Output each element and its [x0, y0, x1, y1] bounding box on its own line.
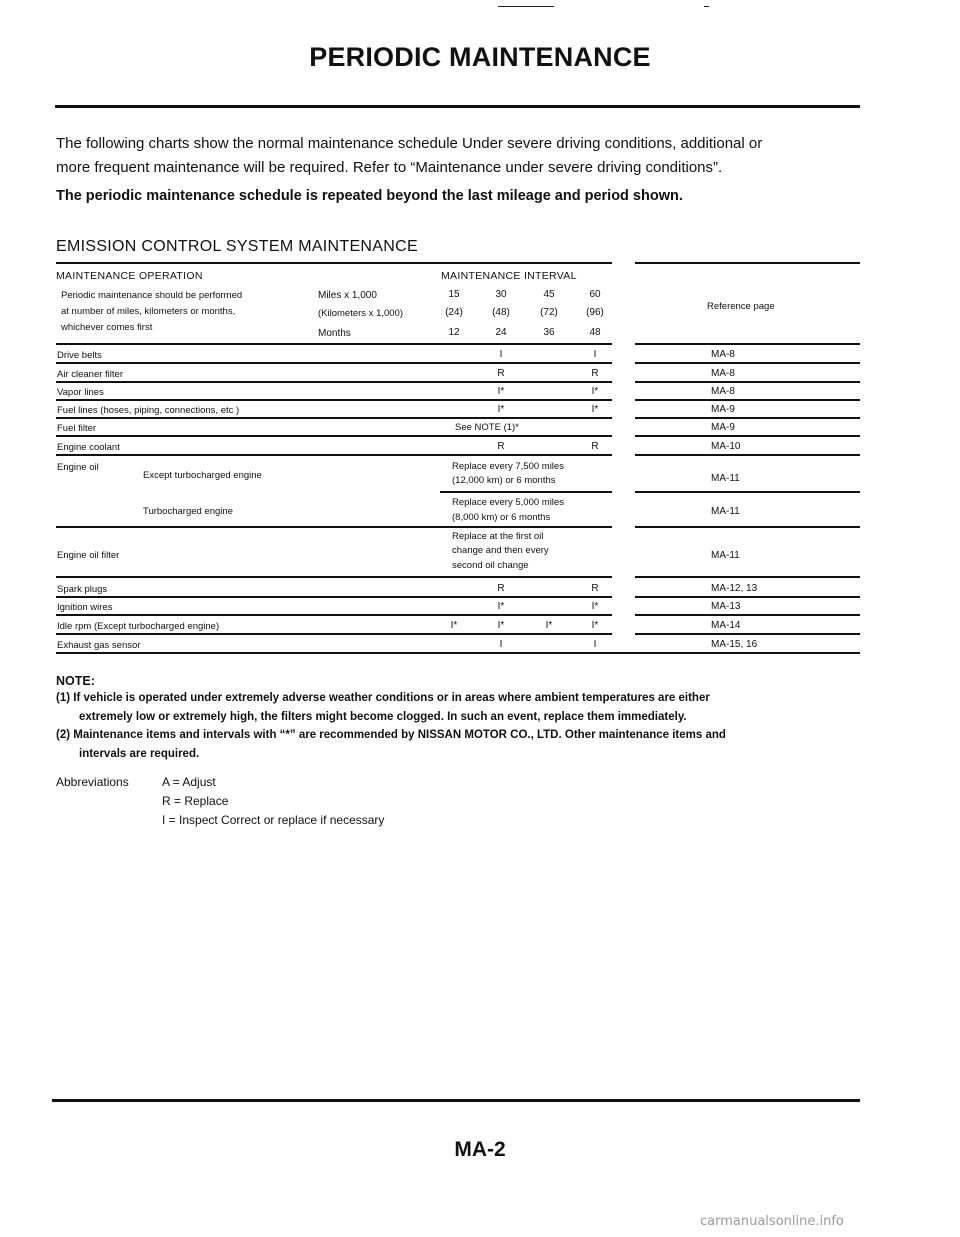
- ref-engine-oil-filter: MA-11: [711, 550, 740, 561]
- header-desc-3: whichever comes first: [61, 322, 153, 333]
- abbreviation-i: I = Inspect Correct or replace if necessary: [162, 813, 385, 827]
- miles-45: 45: [543, 289, 555, 300]
- header-desc-1: Periodic maintenance should be performed: [61, 290, 243, 301]
- header-km-label: (Kilometers x 1,000): [318, 308, 404, 319]
- ref-air-cleaner: MA-8: [711, 368, 735, 379]
- row-rule: [635, 633, 860, 635]
- table-top-rule-left: [56, 262, 612, 264]
- ref-engine-oil-except: MA-11: [711, 473, 740, 484]
- abbreviation-r: R = Replace: [162, 794, 229, 808]
- table-top-rule-right: [635, 262, 860, 264]
- header-interval: MAINTENANCE INTERVAL: [441, 270, 577, 282]
- row-label-drive-belts: Drive belts: [57, 350, 102, 361]
- row-label-engine-oil: Engine oil: [57, 462, 99, 473]
- engine-coolant-30: R: [497, 441, 505, 452]
- miles-60: 60: [589, 289, 601, 300]
- engine-oil-except-interval-1: Replace every 7,500 miles: [452, 461, 564, 472]
- row-label-idle-rpm: Idle rpm (Except turbocharged engine): [57, 621, 220, 632]
- miles-30: 30: [495, 289, 507, 300]
- fuel-filter-note: See NOTE (1)*: [455, 422, 519, 433]
- row-rule: [635, 454, 860, 456]
- fuel-lines-30: I*: [497, 404, 505, 415]
- vapor-lines-30: I*: [497, 386, 505, 397]
- drive-belts-60: I: [593, 349, 597, 360]
- ref-exhaust-gas-sensor: MA-15, 16: [711, 639, 758, 650]
- note-2-line-2: intervals are required.: [79, 748, 200, 760]
- intro-line-2: more frequent maintenance will be required. Refer to “Maintenance under severe driving conditions”.: [56, 159, 723, 176]
- watermark: carmanualsonline.info: [700, 1214, 844, 1229]
- idle-rpm-45: I*: [545, 620, 553, 631]
- row-rule: [56, 399, 612, 401]
- row-rule: [56, 417, 612, 419]
- page-number: MA-2: [454, 1138, 506, 1161]
- row-label-fuel-lines: Fuel lines (hoses, piping, connections, etc ): [57, 405, 240, 416]
- exhaust-gas-sensor-30: I: [499, 639, 503, 650]
- row-label-air-cleaner: Air cleaner filter: [57, 369, 123, 380]
- row-rule: [635, 614, 860, 616]
- ref-spark-plugs: MA-12, 13: [711, 583, 758, 594]
- row-rule: [635, 491, 860, 493]
- row-rule: [56, 362, 612, 364]
- ignition-wires-60: I*: [591, 601, 599, 612]
- header-operation: MAINTENANCE OPERATION: [56, 270, 203, 282]
- abbreviations-label: Abbreviations: [56, 775, 129, 789]
- engine-oil-except-interval-2: (12,000 km) or 6 months: [452, 475, 556, 486]
- header-rule-left: [56, 343, 612, 345]
- miles-15: 15: [448, 289, 460, 300]
- row-rule: [635, 399, 860, 401]
- intro-line-1: The following charts show the normal maintenance schedule Under severe driving conditions, additional or: [56, 135, 763, 152]
- spark-plugs-60: R: [591, 583, 599, 594]
- footer-rule: [52, 1099, 860, 1102]
- km-48: (48): [492, 307, 510, 318]
- row-rule: [635, 417, 860, 419]
- title-rule: [55, 105, 860, 108]
- header-months-label: Months: [318, 328, 351, 339]
- km-72: (72): [540, 307, 558, 318]
- note-heading: NOTE:: [56, 674, 95, 688]
- months-36: 36: [543, 327, 555, 338]
- row-rule: [56, 614, 612, 616]
- spark-plugs-30: R: [497, 583, 505, 594]
- engine-oil-turbo-interval-1: Replace every 5,000 miles: [452, 497, 564, 508]
- oil-filter-interval-3: second oil change: [452, 560, 529, 571]
- row-rule: [635, 435, 860, 437]
- row-rule: [56, 596, 612, 598]
- section-title: EMISSION CONTROL SYSTEM MAINTENANCE: [56, 238, 418, 255]
- row-rule: [56, 435, 612, 437]
- ref-engine-oil-turbo: MA-11: [711, 506, 740, 517]
- idle-rpm-15: I*: [450, 620, 458, 631]
- row-label-fuel-filter: Fuel filter: [57, 423, 97, 434]
- idle-rpm-30: I*: [497, 620, 505, 631]
- row-rule: [635, 381, 860, 383]
- ignition-wires-30: I*: [497, 601, 505, 612]
- engine-oil-except-label: Except turbocharged engine: [143, 470, 262, 481]
- top-mark: [498, 6, 554, 7]
- intro-text: [56, 132, 866, 180]
- ref-fuel-filter: MA-9: [711, 422, 735, 433]
- ref-vapor-lines: MA-8: [711, 386, 735, 397]
- row-rule: [56, 526, 612, 528]
- header-miles-label: Miles x 1,000: [318, 290, 377, 301]
- months-12: 12: [448, 327, 460, 338]
- oil-filter-interval-2: change and then every: [452, 545, 549, 556]
- row-rule: [56, 381, 612, 383]
- row-label-engine-oil-filter: Engine oil filter: [57, 550, 120, 561]
- ref-drive-belts: MA-8: [711, 349, 735, 360]
- note-1-line-1: (1) If vehicle is operated under extremely adverse weather conditions or in areas where ambient temperatures are either: [56, 692, 710, 704]
- ref-engine-coolant: MA-10: [711, 441, 741, 452]
- ref-idle-rpm: MA-14: [711, 620, 741, 631]
- page-title: PERIODIC MAINTENANCE: [309, 42, 651, 72]
- row-rule: [635, 362, 860, 364]
- exhaust-gas-sensor-60: I: [593, 639, 597, 650]
- engine-oil-turbo-label: Turbocharged engine: [143, 506, 233, 517]
- air-cleaner-60: R: [591, 368, 599, 379]
- note-1-line-2: extremely low or extremely high, the filters might become clogged. In such an event, replace them immediately.: [79, 711, 687, 723]
- engine-coolant-60: R: [591, 441, 599, 452]
- header-rule-right: [635, 343, 860, 345]
- note-2-line-1: (2) Maintenance items and intervals with “*” are recommended by NISSAN MOTOR CO., LTD. Other maintenance items and: [56, 729, 726, 741]
- intro-bold-line: The periodic maintenance schedule is repeated beyond the last mileage and period shown.: [56, 188, 683, 204]
- engine-oil-turbo-interval-2: (8,000 km) or 6 months: [452, 512, 551, 523]
- drive-belts-30: I: [499, 349, 503, 360]
- oil-filter-interval-1: Replace at the first oil: [452, 531, 544, 542]
- row-rule: [635, 526, 860, 528]
- row-rule: [440, 491, 612, 493]
- abbreviation-a: A = Adjust: [162, 775, 216, 789]
- months-48: 48: [589, 327, 601, 338]
- row-label-vapor-lines: Vapor lines: [57, 387, 104, 398]
- km-24: (24): [445, 307, 463, 318]
- row-rule: [56, 576, 612, 578]
- header-reference: Reference page: [707, 301, 775, 312]
- row-label-ignition-wires: Ignition wires: [57, 602, 113, 613]
- row-label-engine-coolant: Engine coolant: [57, 442, 120, 453]
- table-bottom-rule: [56, 652, 860, 654]
- header-desc-2: at number of miles, kilometers or months,: [61, 306, 236, 317]
- top-mark-dot: [704, 6, 709, 7]
- idle-rpm-60: I*: [591, 620, 599, 631]
- row-rule: [56, 633, 612, 635]
- ref-ignition-wires: MA-13: [711, 601, 741, 612]
- months-24: 24: [495, 327, 507, 338]
- row-rule: [635, 596, 860, 598]
- vapor-lines-60: I*: [591, 386, 599, 397]
- fuel-lines-60: I*: [591, 404, 599, 415]
- km-96: (96): [586, 307, 604, 318]
- ref-fuel-lines: MA-9: [711, 404, 735, 415]
- row-rule: [635, 576, 860, 578]
- row-rule: [56, 454, 612, 456]
- row-label-exhaust-gas-sensor: Exhaust gas sensor: [57, 640, 141, 651]
- air-cleaner-30: R: [497, 368, 505, 379]
- row-label-spark-plugs: Spark plugs: [57, 584, 108, 595]
